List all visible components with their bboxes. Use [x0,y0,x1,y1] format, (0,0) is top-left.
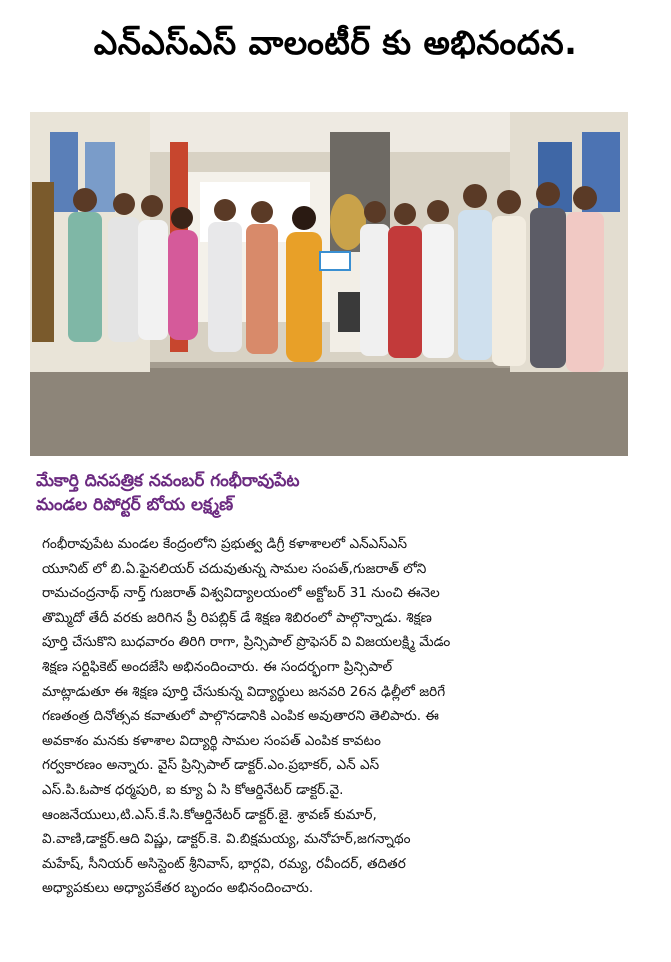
body-line: మాట్లాడుతూ ఈ శిక్షణ పూర్తి చేసుకున్న విద్యార్థులు జనవరి 26న ఢిల్లీలో జరిగే [42,683,446,700]
body-line: గర్వకారణం అన్నారు. వైస్ ప్రిన్సిపాల్ డాక్టర్.ఎం.ప్రభాకర్, ఎన్ ఎస్ [42,757,380,774]
body-line: మహేష్, సీనియర్ అసిస్టెంట్ శ్రీనివాస్, భార్గవి, రమ్య, రవీందర్, తదితర [42,855,406,872]
body-line: అవకాశం మనకు కళాశాల విద్యార్థి సామల సంపత్ ఎంపిక కావటం [42,732,381,749]
dateline-line-1: మేకార్తి దినపత్రిక నవంబర్ గంభీరావుపేట [36,471,300,491]
body-line: అధ్యాపకులు అధ్యాపకేతర బృందం అభినందించారు. [42,880,314,897]
body-line: తొమ్మిదో తేదీ వరకు జరిగిన ప్రీ రిపబ్లిక్ డే శిక్షణ శిబిరంలో పాల్గొన్నాడు. శిక్షణ [42,609,432,626]
dateline [36,469,636,517]
headline: ఎన్ఎస్ఎస్ వాలంటీర్ కు అభినందన. [93,22,578,62]
body-line: పూర్తి చేసుకొని బుధవారం తిరిగి రాగా, ప్రిన్సిపాల్ ప్రొఫెసర్ వి విజయలక్ష్మి మేడం [42,634,451,651]
body-line: ఎస్.పి.ఓపాక ధర్మపురి, ఐ క్యూ ఏ సి కోఆర్డినేటర్ డాక్టర్.వై. [42,781,344,798]
article-body [42,532,632,901]
certificate [320,252,350,270]
body-line: శిక్షణ సర్టిఫికెట్ అందజేసి అభినందించారు. ఈ సందర్భంగా ప్రిన్సిపాల్ [42,658,393,675]
body-line: యూనిట్ లో బి.ఏ.ఫైనలియర్ చదువుతున్న సామల సంపత్,గుజరాత్ లోని [42,560,427,577]
body-line: గణతంత్ర దినోత్సవ కవాతులో పాల్గొనడానికి ఎంపిక అవుతారని తెలిపారు. ఈ [42,708,439,725]
body-line: గంభీరావుపేట మండల కేంద్రంలోని ప్రభుత్వ డిగ్రీ కళాశాలలో ఎన్ఎస్ఎస్ [42,536,408,552]
group-photo [30,112,628,456]
body-line: వి.వాణి,డాక్టర్.ఆది విష్ణు, డాక్టర్.కె. వి.బిక్షమయ్య, మనోహర్,జగన్నాథం [42,831,411,848]
body-line: ఆంజనేయులు,టి.ఎస్.కే.సి.కోఆర్డినేటర్ డాక్టర్.జై. శ్రావణ్ కుమార్, [42,806,377,823]
body-line: రామచంద్రనాథ్ నార్త్ గుజరాత్ విశ్వవిద్యాలయంలో అక్టోబర్ 31 నుంచి ఈనెల [42,585,440,602]
dateline-line-2: మండల రిపోర్టర్ బోయ లక్ష్మణ్ [36,495,234,515]
